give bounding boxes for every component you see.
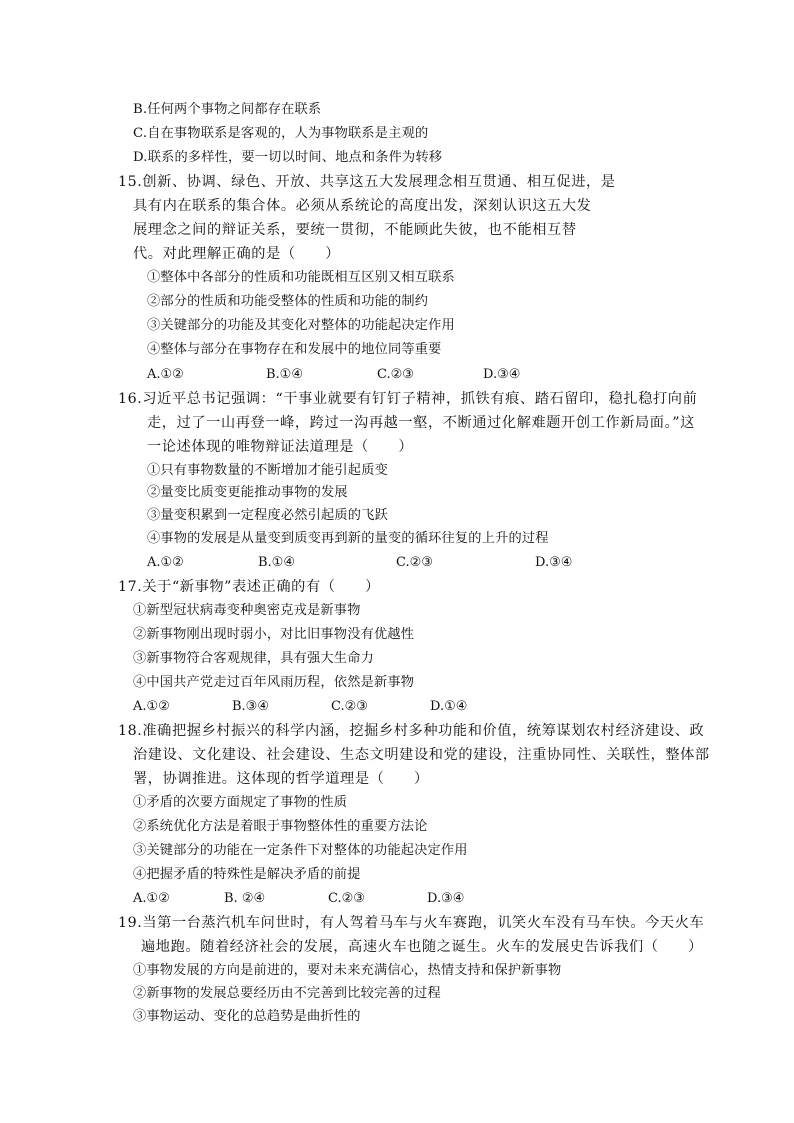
q18-statement: ④把握矛盾的特殊性是解决矛盾的前提 bbox=[133, 867, 361, 882]
q16-option-c: C.②③ bbox=[396, 555, 433, 570]
q16-option-d: D.③④ bbox=[535, 555, 573, 570]
q17-statement: ③新事物符合客观规律，具有强大生命力 bbox=[133, 651, 374, 666]
q15-statement: ④整体与部分在事物存在和发展中的地位同等重要 bbox=[147, 342, 442, 357]
q14-option-b: B.任何两个事物之间都存在联系 bbox=[133, 102, 322, 117]
q15-option-d: D.③④ bbox=[483, 367, 521, 382]
q14-option-c: C.自在事物联系是客观的，人为事物联系是主观的 bbox=[133, 126, 429, 141]
q16-statement: ④事物的发展是从量变到质变再到新的量变的循环往复的上升的过程 bbox=[147, 531, 549, 546]
q17-option-b: B.③④ bbox=[232, 699, 269, 714]
q18-option-d: D.③④ bbox=[427, 891, 465, 906]
q17-statement: ①新型冠状病毒变种奥密克戎是新事物 bbox=[133, 603, 361, 618]
q15-option-c: C.②③ bbox=[377, 367, 414, 382]
q16-option-b: B.①④ bbox=[258, 555, 295, 570]
q15-stem-line: 代。对此理解正确的是（ ） bbox=[133, 246, 341, 262]
q19-statement: ②新事物的发展总要经历由不完善到比较完善的过程 bbox=[133, 986, 441, 1001]
q17-statement: ②新事物刚出现时弱小，对比旧事物没有优越性 bbox=[133, 627, 415, 642]
q15-stem-line: 15.创新、协调、绿色、开放、共享这五大发展理念相互贯通、相互促进，是 bbox=[118, 174, 616, 190]
q16-statement: ③量变积累到一定程度必然引起质的飞跃 bbox=[147, 508, 388, 523]
q19-stem-line: 遍地跑。随着经济社会的发展，高速火车也随之诞生。火车的发展史告诉我们（ ） bbox=[141, 939, 703, 955]
q14-option-d: D.联系的多样性，要一切以时间、地点和条件为转移 bbox=[133, 150, 443, 165]
q17-option-d: D.①④ bbox=[430, 699, 468, 714]
q18-stem-line: 署，协调推进。这体现的哲学道理是（ ） bbox=[133, 771, 429, 787]
q15-stem-line: 展理念之间的辩证关系，要统一贯彻，不能顾此失彼，也不能相互替 bbox=[133, 222, 577, 238]
q15-statement: ①整体中各部分的性质和功能既相互区别又相互联系 bbox=[147, 270, 455, 285]
q19-statement: ①事物发展的方向是前进的，要对未来充满信心，热情支持和保护新事物 bbox=[133, 963, 562, 978]
q17-option-a: A.①② bbox=[133, 699, 170, 714]
q15-option-b: B.①④ bbox=[266, 367, 303, 382]
q18-statement: ①矛盾的次要方面规定了事物的性质 bbox=[133, 795, 348, 810]
q16-statement: ①只有事物数量的不断增加才能引起质变 bbox=[147, 463, 388, 478]
q18-stem-line: 18.准确把握乡村振兴的科学内涵，挖掘乡村多种功能和价值，统筹谋划农村经济建设、政 bbox=[118, 723, 705, 739]
q15-statement: ③关键部分的功能及其变化对整体的功能起决定作用 bbox=[147, 318, 455, 333]
q16-statement: ②量变比质变更能推动事物的发展 bbox=[147, 485, 348, 500]
q19-stem-line: 19.当第一台蒸汽机车问世时，有人驾着马车与火车赛跑，讥笑火车没有马车快。今天火车 bbox=[118, 915, 705, 931]
q18-stem-line: 治建设、文化建设、社会建设、生态文明建设和党的建设，注重协同性、关联性，整体部 bbox=[133, 747, 710, 763]
q18-option-c: C.②③ bbox=[328, 891, 365, 906]
q17-statement: ④中国共产党走过百年风雨历程，依然是新事物 bbox=[133, 675, 415, 690]
q18-option-a: A.①② bbox=[133, 891, 170, 906]
q15-stem-line: 具有内在联系的集合体。必须从系统论的高度出发，深刻认识这五大发 bbox=[133, 198, 592, 214]
q15-option-a: A.①② bbox=[147, 367, 184, 382]
q16-option-a: A.①② bbox=[147, 555, 184, 570]
q16-stem-line: 一论述体现的唯物辩证法道理是（ ） bbox=[147, 439, 414, 455]
q18-statement: ②系统优化方法是着眼于事物整体性的重要方法论 bbox=[133, 819, 428, 834]
q16-stem-line: 16.习近平总书记强调：“干事业就要有钉钉子精神，抓铁有痕、踏石留印，稳扎稳打向前 bbox=[118, 391, 698, 407]
q19-statement: ③事物运动、变化的总趋势是曲折性的 bbox=[133, 1009, 361, 1024]
q15-statement: ②部分的性质和功能受整体的性质和功能的制约 bbox=[147, 294, 429, 309]
q17-option-c: C.②③ bbox=[331, 699, 368, 714]
q18-statement: ③关键部分的功能在一定条件下对整体的功能起决定作用 bbox=[133, 843, 468, 858]
q16-stem-line: 走，过了一山再登一峰，跨过一沟再越一壑，不断通过化解难题开创工作新局面。”这 bbox=[147, 415, 695, 431]
q18-option-b: B. ②④ bbox=[224, 891, 266, 906]
q17-stem-line: 17.关于“新事物”表述正确的有（ ） bbox=[118, 579, 380, 595]
